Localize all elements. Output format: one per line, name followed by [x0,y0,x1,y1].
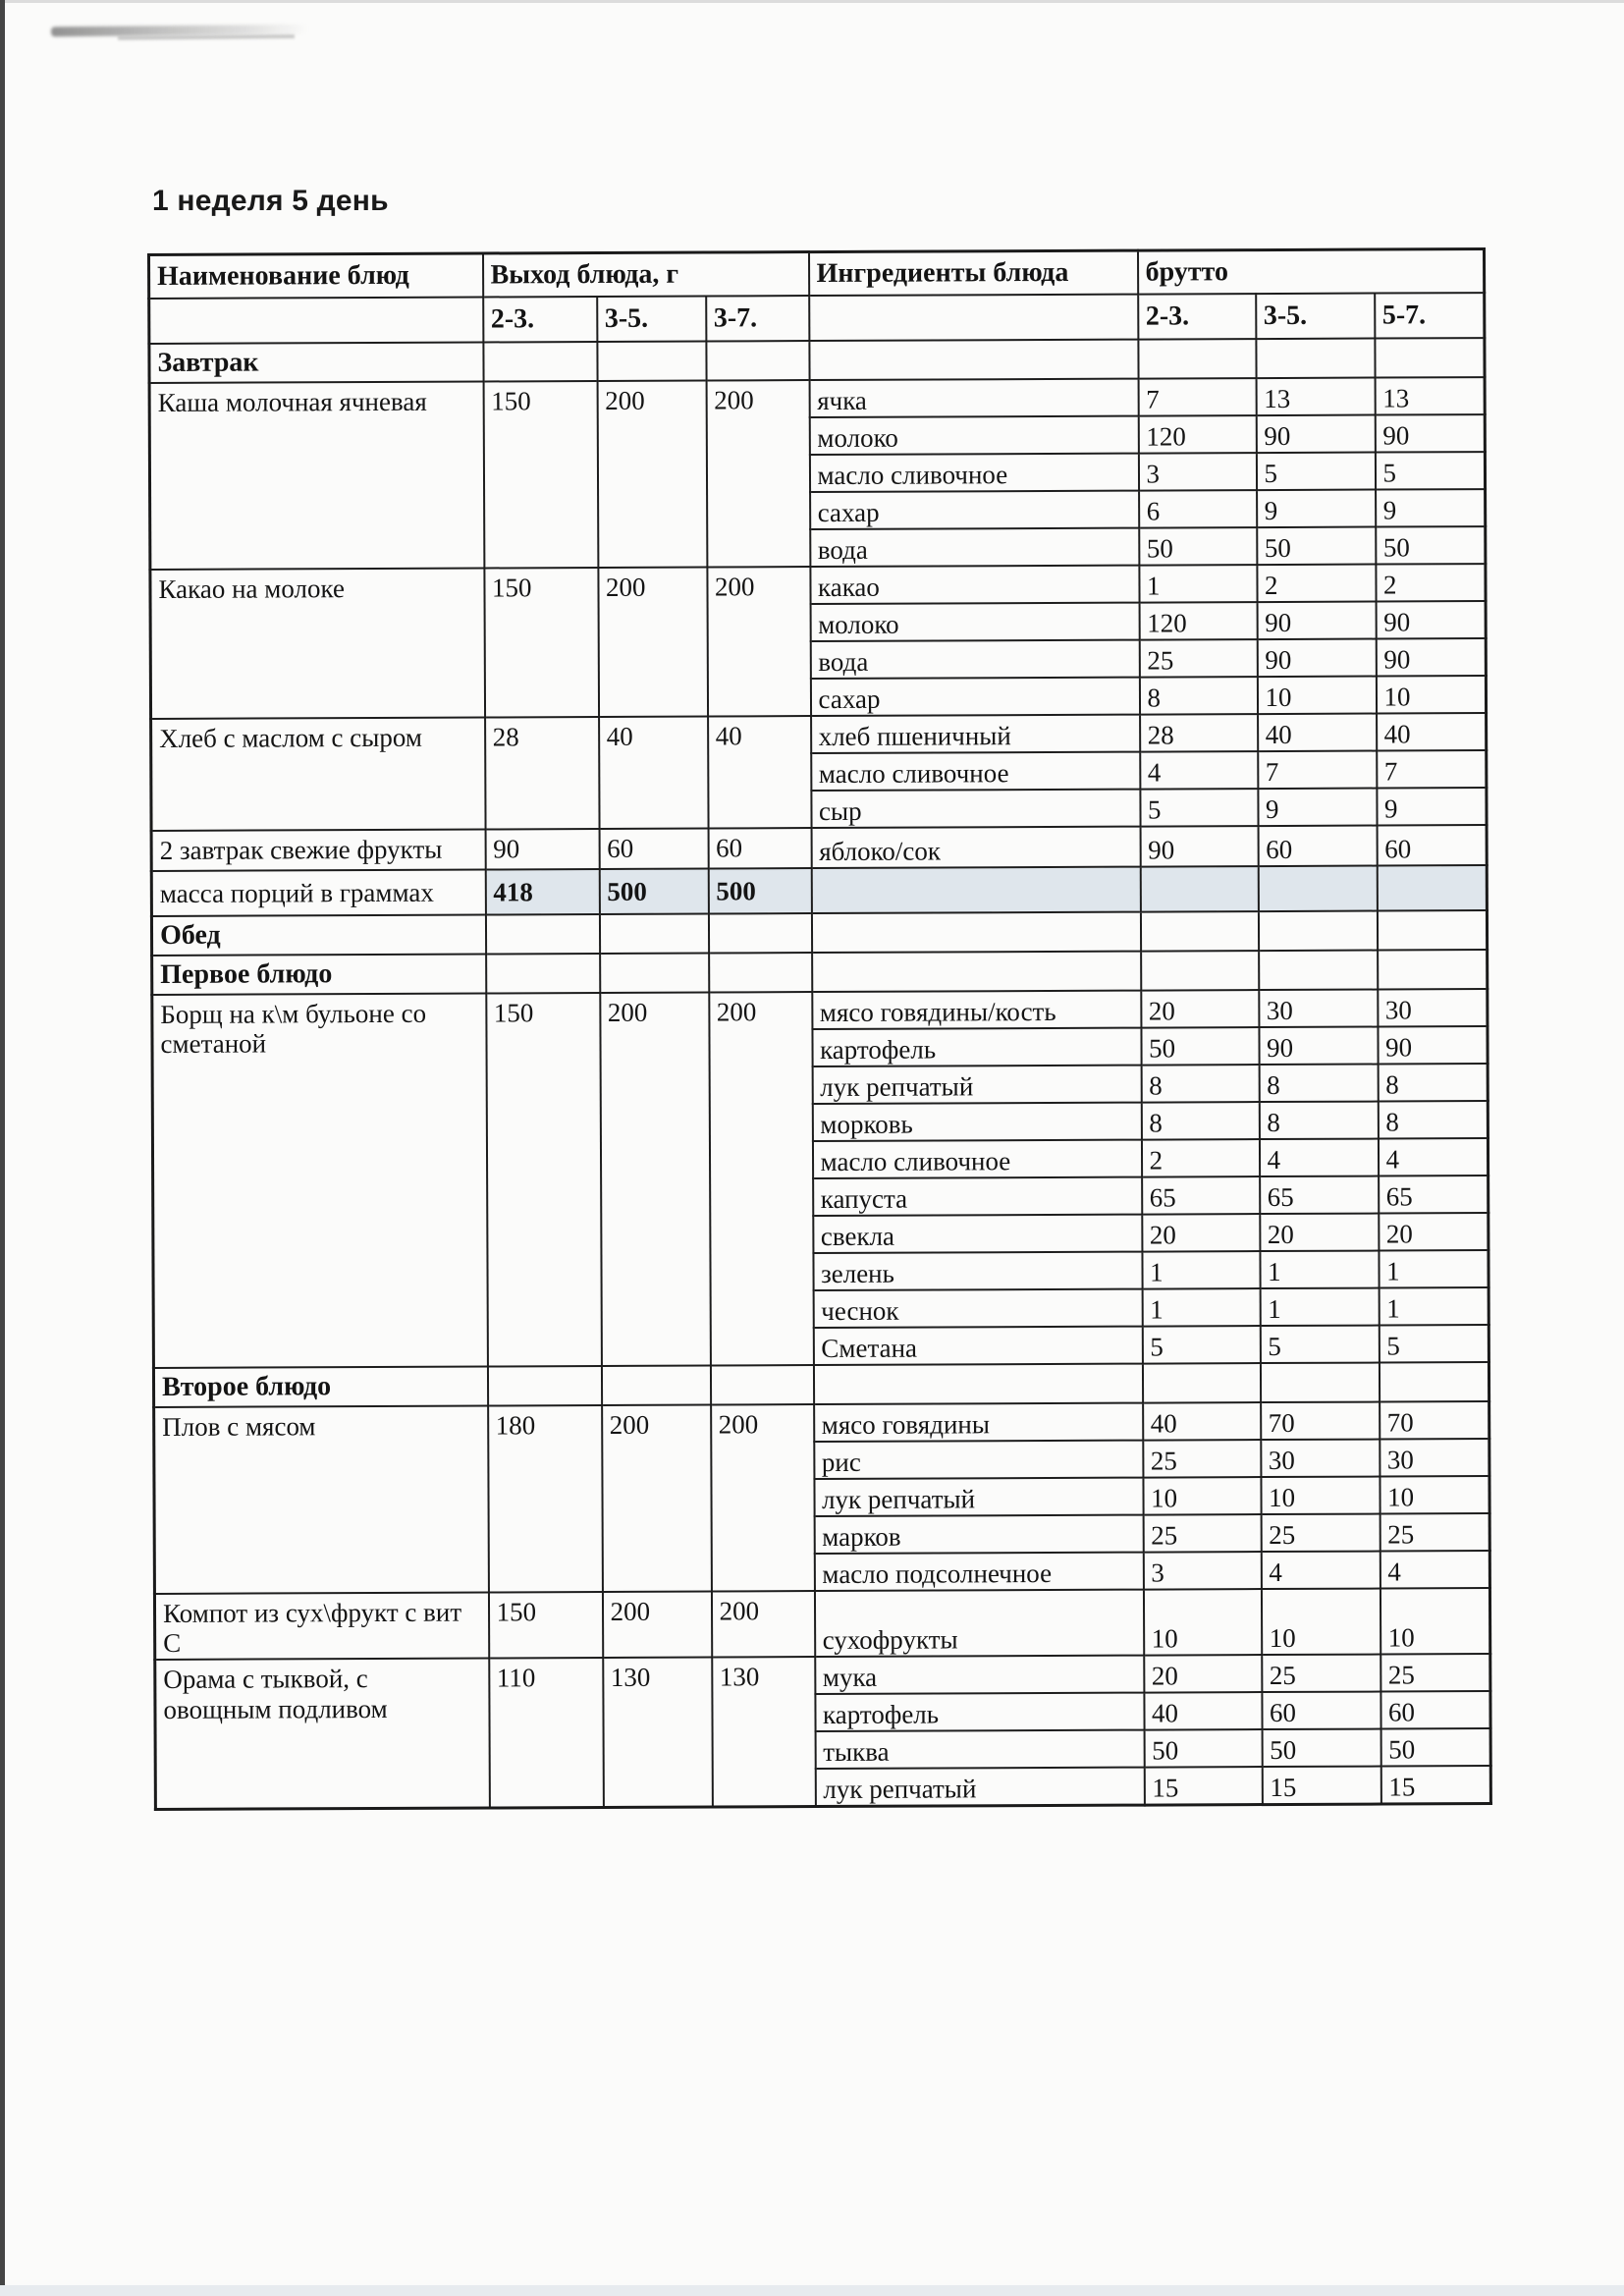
gross-value-3-5: 9 [1257,490,1376,528]
gross-value-5-7: 40 [1377,713,1487,750]
empty-cell [486,954,600,994]
empty-cell [601,1366,710,1405]
gross-value-2-3: 120 [1139,602,1257,640]
gross-value-3-5: 25 [1262,1655,1380,1693]
gross-value-3-5: 10 [1261,1477,1380,1515]
dish-output-value: 150 [483,381,598,569]
table-header-row-2 [149,293,1485,344]
gross-value-2-3: 15 [1144,1768,1262,1806]
empty-cell [1140,911,1258,952]
header-gross-age-5-7: 5-7. [1375,293,1485,338]
gross-value-3-5: 9 [1258,789,1377,827]
dish-output-value: 40 [708,716,811,828]
dish-output-value: 150 [488,1592,602,1659]
gross-value-5-7: 25 [1380,1655,1490,1692]
ingredient-name: хлеб пшеничный [811,715,1140,753]
gross-value-2-3: 90 [1140,826,1258,867]
empty-cell [599,914,708,954]
gross-value-3-5: 8 [1259,1102,1378,1140]
ingredient-row [155,1655,1490,1698]
empty-cell [709,953,812,992]
dish-output-value: 200 [600,993,711,1366]
gross-value-2-3: 1 [1139,565,1257,603]
ingredient-name: свекла [813,1215,1142,1253]
gross-value-5-7: 50 [1376,526,1486,564]
gross-value-2-3: 6 [1139,490,1257,528]
gross-value-5-7: 1 [1379,1250,1489,1287]
header-gross-age-2-3: 2-3. [1138,294,1256,340]
total-output-value: 418 [485,869,599,915]
header-output-age-3-5: 3-5. [597,297,706,342]
section-row [152,950,1488,995]
gross-value-3-5: 10 [1261,1589,1380,1656]
gross-value-3-5: 15 [1262,1767,1380,1805]
total-label: масса порций в граммах [151,870,485,916]
gross-value-5-7: 60 [1377,825,1487,865]
empty-cell [600,954,709,993]
empty-cell [811,912,1140,953]
gross-value-3-5: 4 [1259,1139,1378,1177]
ingredient-name: вода [810,528,1139,567]
gross-value-5-7: 7 [1377,750,1487,788]
gross-value-2-3: 20 [1142,1214,1260,1252]
gross-value-5-7: 8 [1378,1101,1488,1138]
gross-value-5-7: 5 [1379,1325,1489,1362]
dish-output-value: 180 [488,1405,603,1593]
gross-value-2-3: 8 [1141,1065,1259,1103]
ingredient-name: масло подсолнечное [814,1553,1143,1591]
gross-value-2-3: 28 [1140,714,1258,752]
total-row [151,865,1487,916]
gross-value-2-3: 50 [1141,1027,1259,1066]
ingredient-name: сыр [811,790,1140,828]
dish-output-value: 110 [489,1658,604,1808]
gross-value-5-7: 90 [1378,1026,1488,1064]
ingredient-name: молоко [810,603,1139,641]
gross-value-2-3: 8 [1139,677,1257,715]
gross-value-5-7: 15 [1380,1767,1490,1805]
ingredient-name: масло сливочное [809,454,1138,492]
dish-name: Плов с мясом [154,1405,489,1593]
empty-cell [1379,1362,1489,1401]
ingredient-name: сахар [810,491,1139,529]
gross-value-5-7: 90 [1376,638,1486,676]
gross-value-3-5: 60 [1262,1692,1380,1730]
empty-cell [1377,910,1487,950]
gross-value-2-3: 40 [1143,1402,1261,1441]
ingredient-row [151,713,1487,756]
empty-cell [811,867,1140,913]
ingredient-name: лук репчатый [815,1768,1144,1807]
gross-value-2-3: 10 [1143,1477,1261,1515]
gross-value-5-7: 9 [1377,788,1487,825]
section-label: Второе блюдо [153,1366,487,1406]
empty-cell [597,342,706,381]
gross-value-5-7: 90 [1375,414,1485,452]
empty-cell [1140,866,1258,912]
empty-cell [710,1365,813,1404]
gross-value-3-5: 40 [1258,714,1377,752]
ingredient-name: Сметана [813,1327,1142,1365]
gross-value-5-7: 13 [1375,377,1485,414]
gross-value-3-5: 7 [1258,751,1377,790]
ingredient-row [149,377,1485,420]
dish-output-value: 130 [712,1658,816,1808]
dish-output-value: 200 [711,1591,814,1658]
dish-output-value: 200 [602,1405,712,1592]
ingredient-name: вода [810,640,1139,679]
gross-value-3-5: 90 [1259,1027,1378,1066]
ingredient-row [154,1401,1489,1445]
section-label: Обед [151,915,485,956]
gross-value-5-7: 50 [1380,1729,1490,1767]
gross-value-5-7: 70 [1380,1401,1489,1439]
empty-cell [813,1364,1142,1404]
dish-output-value: 200 [711,1404,815,1591]
gross-value-3-5: 1 [1260,1251,1379,1289]
ingredient-name: картофель [815,1693,1144,1731]
ingredient-row [150,564,1486,607]
gross-value-3-5: 4 [1261,1552,1380,1590]
dish-output-value: 200 [706,380,810,567]
gross-value-3-5: 65 [1260,1176,1379,1215]
dish-output-value: 200 [602,1592,711,1659]
ingredient-name: яблоко/сок [811,827,1140,868]
ingredient-name: морковь [812,1103,1141,1141]
empty-cell [1378,950,1488,989]
dish-output-value: 200 [707,567,811,716]
menu-table-body [149,338,1491,1810]
header-output: Выход блюда, г [483,252,809,298]
table-header-row-1 [149,249,1485,299]
gross-value-3-5: 30 [1261,1440,1380,1478]
dish-name: Хлеб с маслом с сыром [151,718,485,831]
gross-value-5-7: 10 [1376,676,1486,713]
gross-value-2-3: 8 [1141,1102,1259,1140]
empty-cell [1375,338,1485,377]
ingredient-name: марков [814,1515,1143,1554]
gross-value-5-7: 10 [1380,1476,1489,1513]
header-gross: брутто [1137,249,1484,295]
dish-output-value: 60 [599,829,708,869]
gross-value-5-7: 8 [1378,1064,1488,1101]
gross-value-3-5: 1 [1260,1288,1379,1327]
gross-value-3-5: 20 [1260,1214,1379,1252]
ingredient-name: лук репчатый [812,1066,1141,1104]
section-label: Завтрак [149,343,483,383]
section-label: Первое блюдо [152,955,486,995]
empty-cell [1258,911,1377,952]
ingredient-row [151,825,1487,871]
gross-value-3-5: 5 [1260,1326,1379,1364]
dish-output-value: 40 [599,717,708,829]
empty-cell [809,340,1138,380]
gross-value-5-7: 4 [1378,1138,1488,1175]
gross-value-2-3: 5 [1142,1326,1260,1364]
empty-cell [812,952,1141,992]
ingredient-name: тыква [815,1730,1144,1769]
gross-value-5-7: 4 [1380,1551,1489,1588]
gross-value-5-7: 20 [1379,1213,1489,1250]
ingredient-row [152,989,1488,1032]
dish-output-value: 60 [708,828,811,868]
gross-value-2-3: 2 [1141,1139,1259,1177]
empty-cell [706,341,809,380]
ingredient-name: зелень [813,1252,1142,1290]
menu-table [147,247,1492,1811]
section-row [151,910,1487,956]
header-output-age-2-3: 2-3. [483,297,597,343]
gross-value-5-7: 30 [1378,989,1488,1026]
dish-output-value: 200 [709,992,814,1365]
header-dish-names: Наименование блюд [149,253,483,299]
gross-value-2-3: 3 [1143,1552,1261,1590]
empty-cell [485,914,599,955]
dish-name: Орама с тыквой, с овощным подливом [155,1659,490,1810]
gross-value-2-3: 50 [1139,527,1257,566]
gross-value-5-7: 90 [1376,601,1486,638]
menu-table-wrapper [147,247,1492,1811]
total-output-value: 500 [708,868,811,913]
ingredient-name: чеснок [813,1289,1142,1328]
ingredient-name: рис [814,1441,1143,1479]
empty-cell [1258,866,1377,912]
gross-value-2-3: 5 [1140,789,1258,827]
section-row [153,1362,1489,1407]
gross-value-2-3: 10 [1143,1589,1261,1656]
dish-output-value: 150 [486,993,602,1367]
dish-output-value: 200 [598,568,708,717]
gross-value-5-7: 1 [1379,1287,1489,1325]
gross-value-3-5: 30 [1259,990,1378,1028]
ingredient-name: лук репчатый [814,1478,1143,1516]
ingredient-name: мясо говядины/кость [812,991,1141,1029]
empty-cell [708,913,811,953]
gross-value-2-3: 1 [1142,1251,1260,1289]
scan-bottom-strip-artifact [0,2285,1624,2296]
gross-value-2-3: 65 [1142,1176,1260,1215]
scan-top-edge-artifact [0,0,1624,3]
empty-cell [1141,951,1259,991]
header-gross-age-3-5: 3-5. [1256,294,1375,340]
gross-value-5-7: 5 [1375,452,1485,489]
page-title: 1 неделя 5 день [152,185,389,217]
ingredient-name: масло сливочное [812,1140,1141,1178]
ingredient-name: мясо говядины [814,1403,1143,1442]
total-output-value: 500 [599,869,708,914]
gross-value-2-3: 1 [1142,1288,1260,1327]
gross-value-3-5: 90 [1256,415,1375,454]
dish-name: 2 завтрак свежие фрукты [151,830,485,871]
dish-name: Какао на молоке [150,569,485,719]
gross-value-2-3: 25 [1143,1514,1261,1553]
ingredient-name: сахар [810,678,1139,716]
ingredient-name: мука [815,1656,1144,1694]
ingredient-name: капуста [813,1177,1142,1216]
gross-value-5-7: 30 [1380,1439,1489,1476]
scan-left-edge-artifact [0,0,5,2296]
gross-value-3-5: 13 [1256,378,1375,416]
gross-value-5-7: 25 [1380,1513,1489,1551]
dish-name: Компот из сух\фрукт с вит С [154,1592,488,1660]
empty-cell [483,342,597,382]
empty-cell [1259,951,1378,991]
empty-cell [1256,339,1375,379]
gross-value-2-3: 120 [1138,415,1256,454]
gross-value-5-7: 65 [1379,1175,1489,1213]
empty-cell [1138,339,1256,379]
gross-value-2-3: 3 [1138,453,1256,491]
header-ingredients: Ингредиенты блюда [809,250,1138,296]
dish-output-value: 28 [485,717,599,830]
gross-value-3-5: 10 [1257,677,1376,715]
empty-cell [1142,1363,1260,1403]
header-empty-cell [149,298,483,344]
gross-value-2-3: 7 [1138,378,1256,416]
gross-value-5-7: 2 [1376,564,1486,601]
gross-value-2-3: 4 [1140,751,1258,790]
gross-value-3-5: 90 [1257,602,1376,640]
ingredient-name: картофель [812,1028,1141,1066]
header-output-age-3-7: 3-7. [706,296,809,341]
gross-value-2-3: 25 [1143,1440,1261,1478]
gross-value-2-3: 20 [1141,990,1259,1028]
gross-value-2-3: 50 [1144,1730,1262,1769]
gross-value-3-5: 50 [1257,527,1376,566]
gross-value-5-7: 9 [1376,489,1486,526]
gross-value-3-5: 8 [1259,1065,1378,1103]
gross-value-3-5: 90 [1257,639,1376,678]
section-row [149,338,1485,383]
ingredient-row [154,1588,1489,1660]
dish-output-value: 200 [597,381,707,568]
ingredient-name: сухофрукты [814,1590,1143,1658]
gross-value-3-5: 2 [1257,565,1376,603]
dish-output-value: 130 [603,1658,713,1808]
dish-output-value: 90 [485,829,599,870]
scan-smudge-artifact [118,34,295,40]
gross-value-2-3: 20 [1144,1656,1262,1694]
dish-name: Борщ на к\м бульоне со сметаной [152,994,488,1368]
ingredient-name: масло сливочное [811,752,1140,791]
empty-cell [487,1366,601,1406]
empty-cell [1260,1363,1379,1403]
gross-value-3-5: 25 [1261,1514,1380,1553]
gross-value-5-7: 60 [1380,1692,1490,1729]
ingredient-name: ячка [809,379,1138,417]
empty-cell [1377,865,1487,910]
ingredient-name: молоко [809,416,1138,455]
gross-value-5-7: 10 [1380,1588,1489,1655]
ingredient-name: какао [810,566,1139,604]
dish-output-value: 150 [484,568,599,718]
gross-value-2-3: 25 [1139,639,1257,678]
gross-value-3-5: 5 [1256,453,1375,491]
header-empty-cell [809,295,1138,341]
gross-value-2-3: 40 [1144,1693,1262,1731]
gross-value-3-5: 50 [1262,1729,1380,1768]
dish-name: Каша молочная ячневая [149,382,484,570]
gross-value-3-5: 60 [1258,826,1377,867]
gross-value-3-5: 70 [1261,1402,1380,1441]
